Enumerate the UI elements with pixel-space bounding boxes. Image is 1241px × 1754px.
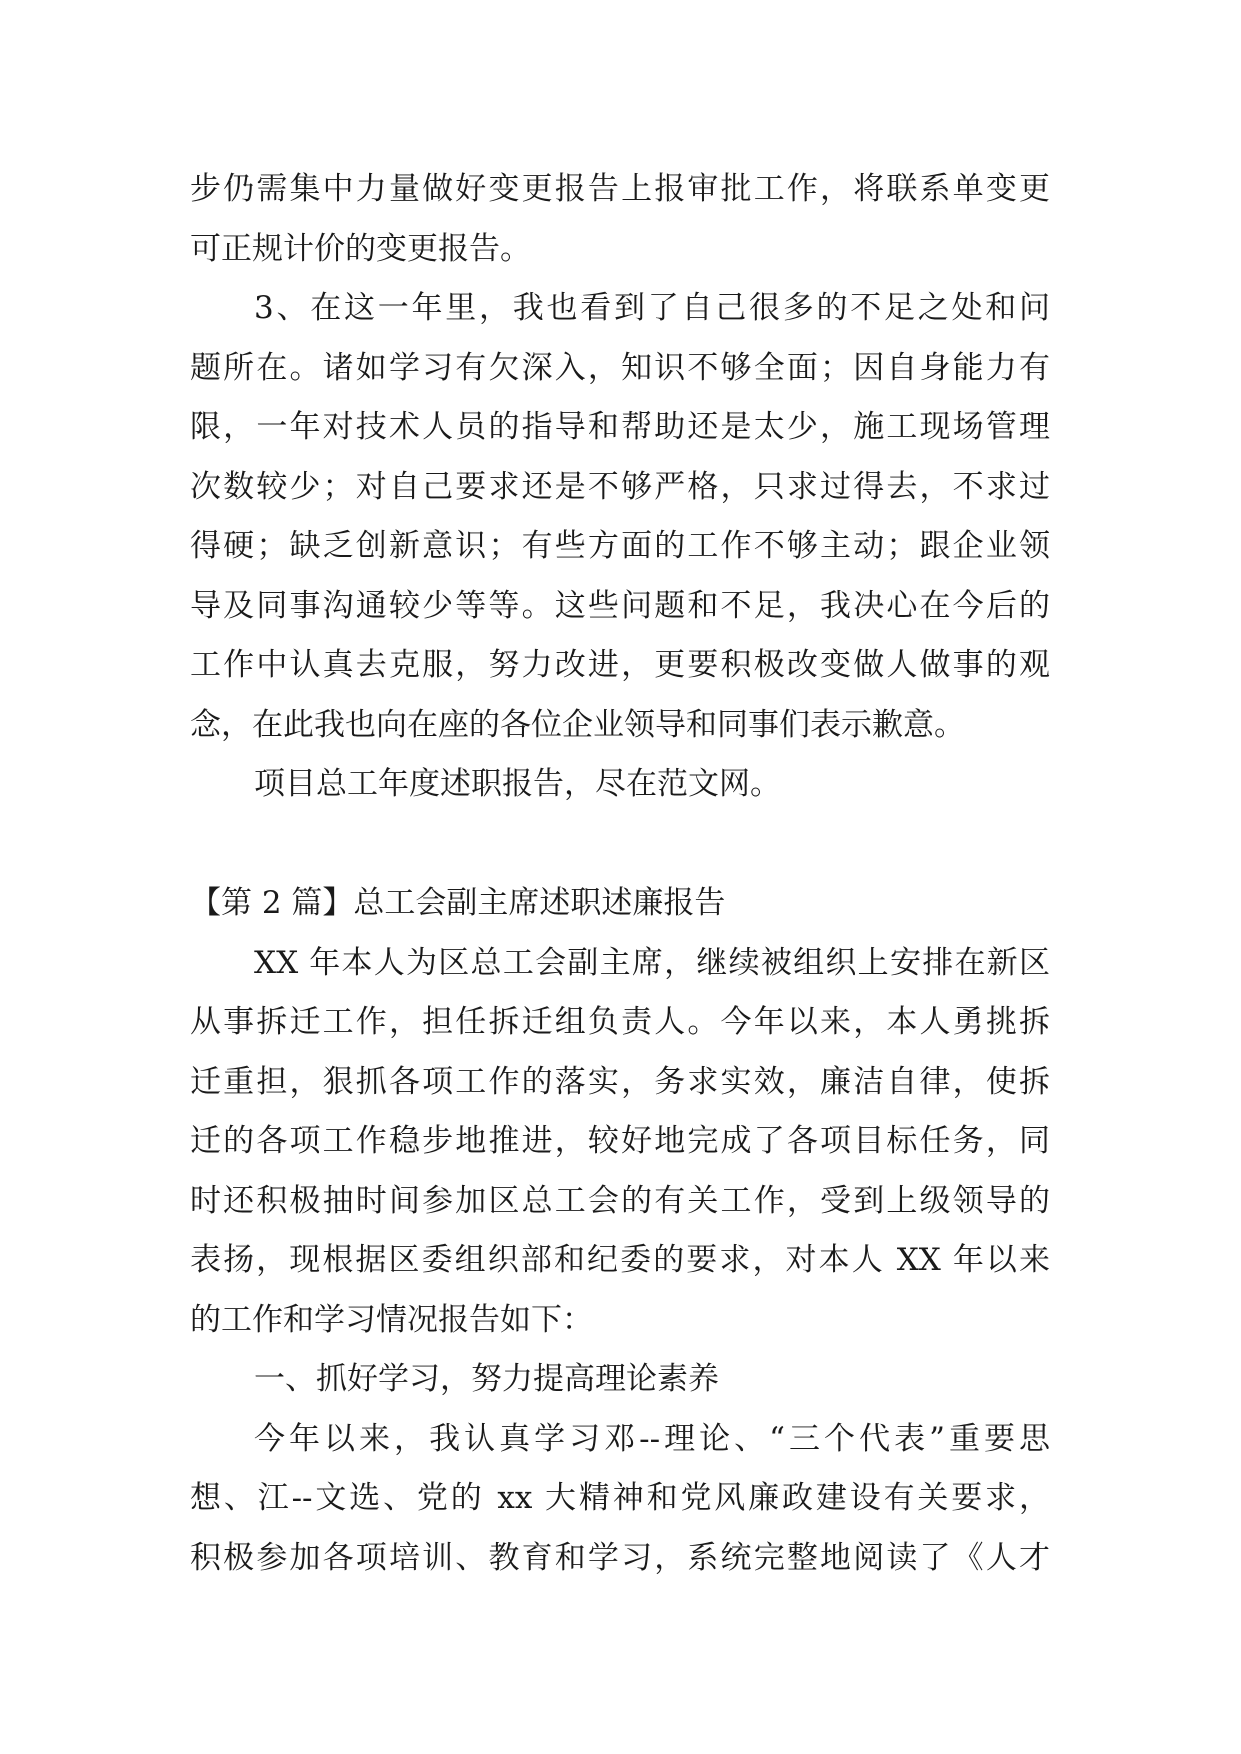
section-gap: [190, 815, 1050, 875]
paragraph-line: 的工作和学习情况报告如下：: [190, 1301, 593, 1338]
paragraph-line: 可正规计价的变更报告。: [190, 230, 531, 267]
paragraph-line: 积极参加各项培训、教育和学习，系统完整地阅读了《人才: [190, 1539, 1050, 1576]
paragraph-line: 导及同事沟通较少等等。这些问题和不足，我决心在今后的: [190, 587, 1050, 624]
paragraph-line: 从事拆迁工作，担任拆迁组负责人。今年以来，本人勇挑拆: [190, 1004, 1050, 1040]
paragraph-line: 迁的各项工作稳步地推进，较好地完成了各项目标任务，同: [190, 1123, 1050, 1159]
paragraph-line: 题所在。诸如学习有欠深入，知识不够全面；因自身能力有: [190, 349, 1050, 386]
document-body: [190, 160, 1050, 1588]
paragraph-line: 表扬，现根据区委组织部和纪委的要求，对本人 XX 年以来: [190, 1242, 1050, 1278]
paragraph-line: 得硬；缺乏创新意识；有些方面的工作不够主动；跟企业领: [190, 528, 1050, 564]
paragraph-line: 限，一年对技术人员的指导和帮助还是太少，施工现场管理: [190, 409, 1050, 445]
paragraph-line: 时还积极抽时间参加区总工会的有关工作，受到上级领导的: [190, 1182, 1050, 1219]
subheading-line: 一、抓好学习，努力提高理论素养: [254, 1361, 719, 1397]
paragraph-line: 次数较少；对自己要求还是不够严格，只求过得去，不求过: [190, 468, 1050, 505]
paragraph-line: 想、江--文选、党的 xx 大精神和党风廉政建设有关要求，: [190, 1480, 1050, 1516]
section-heading: 【第 2 篇】总工会副主席述职述廉报告: [190, 885, 726, 921]
paragraph-line: 工作中认真去克服，努力改进，更要积极改变做人做事的观: [190, 647, 1050, 683]
paragraph-line: 念，在此我也向在座的各位企业领导和同事们表示歉意。: [190, 706, 965, 743]
paragraph-line: 项目总工年度述职报告，尽在范文网。: [254, 766, 781, 802]
paragraph-line: XX 年本人为区总工会副主席，继续被组织上安排在新区: [254, 944, 1050, 981]
paragraph-line: 迁重担，狠抓各项工作的落实，务求实效，廉洁自律，使拆: [190, 1063, 1050, 1100]
paragraph-line: 3、在这一年里，我也看到了自己很多的不足之处和问: [254, 290, 1050, 326]
paragraph-line: 步仍需集中力量做好变更报告上报审批工作，将联系单变更: [190, 171, 1050, 207]
paragraph-line: 今年以来，我认真学习邓--理论、“三个代表”重要思: [254, 1420, 1050, 1457]
